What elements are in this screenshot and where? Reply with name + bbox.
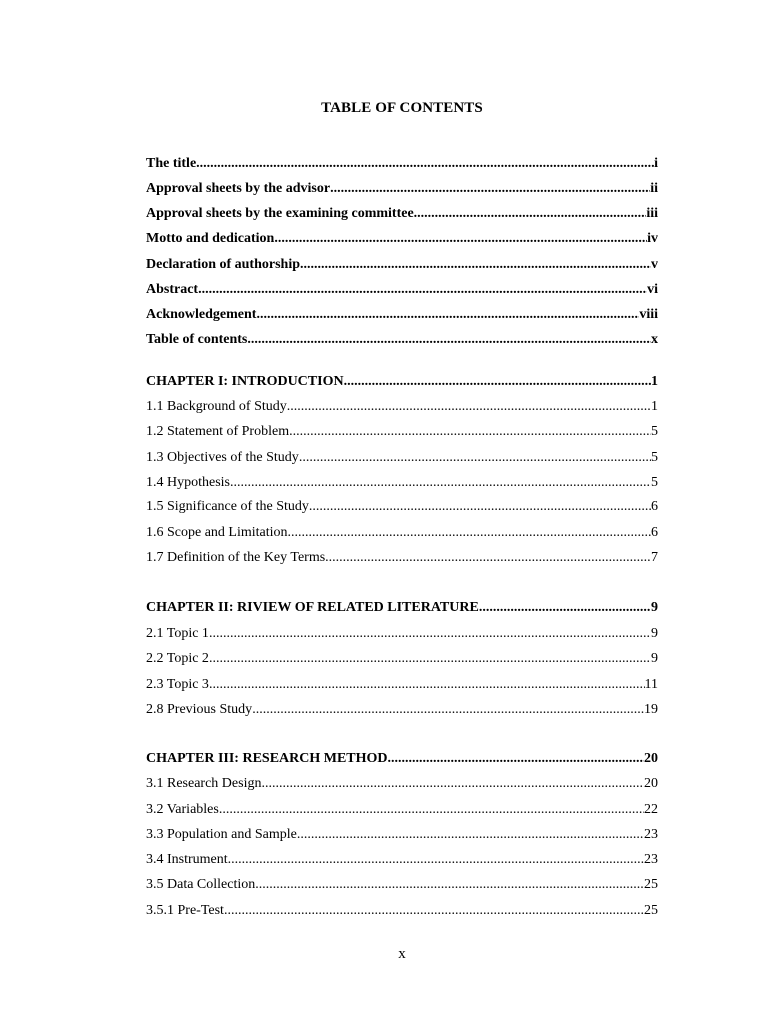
toc-front-matter-entry — [146, 280, 658, 300]
toc-entry-label: CHAPTER I: INTRODUCTION — [146, 374, 344, 389]
toc-entry-label: 1.5 Significance of the Study — [146, 499, 309, 514]
toc-entry-label: 1.4 Hypothesis — [146, 475, 230, 490]
toc-entry-label: Approval sheets by the examining committee — [146, 206, 414, 221]
toc-entry-page-number: 9 — [651, 626, 658, 641]
toc-entry-page-number: 19 — [644, 702, 658, 717]
toc-entry-page-number: 20 — [644, 776, 658, 791]
toc-entry-label: 1.2 Statement of Problem — [146, 424, 290, 439]
toc-chapter-heading — [146, 372, 658, 392]
toc-entry-label: The title — [146, 156, 197, 171]
toc-entry-label: Table of contents — [146, 332, 248, 347]
dot-leader — [344, 372, 651, 392]
dot-leader — [309, 497, 651, 517]
toc-entry-label: 3.5.1 Pre-Test — [146, 903, 224, 918]
toc-entry-label: 1.3 Objectives of the Study — [146, 450, 299, 465]
toc-entry-page-number: 5 — [651, 424, 658, 439]
dot-leader — [252, 700, 644, 720]
toc-section-entry — [146, 473, 658, 493]
toc-front-matter-entry — [146, 179, 658, 199]
toc-entry-page-number: 23 — [644, 827, 658, 842]
toc-entry-label: 2.3 Topic 3 — [146, 677, 209, 692]
toc-section-entry — [146, 700, 658, 720]
toc-entry-label: 1.1 Background of Study — [146, 399, 287, 414]
toc-entry-label: 3.3 Population and Sample — [146, 827, 297, 842]
footer-page-number: x — [398, 946, 406, 962]
toc-entry-page-number: 6 — [651, 499, 658, 514]
toc-section-entry — [146, 901, 658, 921]
dot-leader — [297, 825, 644, 845]
dot-leader — [256, 305, 639, 325]
toc-entry-page-number: 20 — [644, 751, 658, 766]
toc-entry-label: 3.2 Variables — [146, 802, 219, 817]
toc-entry-label: Approval sheets by the advisor — [146, 181, 331, 196]
toc-section-entry — [146, 825, 658, 845]
toc-entry-page-number: i — [654, 156, 658, 171]
dot-leader — [247, 330, 651, 350]
dot-leader — [325, 548, 651, 568]
toc-front-matter-entry — [146, 330, 658, 350]
toc-section-entry — [146, 800, 658, 820]
toc-entry-page-number: 6 — [651, 525, 658, 540]
toc-entry-label: Acknowledgement — [146, 307, 257, 322]
toc-section-entry — [146, 548, 658, 568]
toc-section-entry — [146, 649, 658, 669]
toc-entry-label: 3.4 Instrument — [146, 852, 228, 867]
toc-chapter-heading — [146, 598, 658, 618]
toc-entry-label: Declaration of authorship — [146, 257, 300, 272]
dot-leader — [228, 850, 644, 870]
toc-section-entry — [146, 497, 658, 517]
dot-leader — [219, 800, 644, 820]
dot-leader — [388, 749, 644, 769]
toc-section-entry — [146, 448, 658, 468]
toc-front-matter-entry — [146, 305, 658, 325]
toc-entry-page-number: 1 — [651, 399, 658, 414]
dot-leader — [209, 675, 645, 695]
toc-entry-page-number: 25 — [644, 877, 658, 892]
toc-entry-label: CHAPTER II: RIVIEW OF RELATED LITERATURE — [146, 600, 479, 615]
toc-entry-label: Motto and dedication — [146, 231, 275, 246]
toc-entry-page-number: 7 — [651, 550, 658, 565]
toc-entry-page-number: 11 — [644, 677, 658, 692]
toc-entry-page-number: iv — [647, 231, 658, 246]
toc-entry-label: 2.2 Topic 2 — [146, 651, 209, 666]
dot-leader — [196, 154, 654, 174]
toc-entry-page-number: v — [651, 257, 658, 272]
dot-leader — [479, 598, 651, 618]
toc-section-entry — [146, 675, 658, 695]
toc-entry-page-number: iii — [646, 206, 658, 221]
toc-entry-page-number: viii — [639, 307, 658, 322]
toc-section-entry — [146, 523, 658, 543]
dot-leader — [274, 229, 647, 249]
toc-entry-page-number: 25 — [644, 903, 658, 918]
page-title: TABLE OF CONTENTS — [321, 100, 483, 116]
toc-front-matter-entry — [146, 154, 658, 174]
toc-entry-label: 1.7 Definition of the Key Terms — [146, 550, 326, 565]
toc-entry-page-number: 5 — [651, 450, 658, 465]
toc-entry-page-number: 1 — [651, 374, 658, 389]
dot-leader — [198, 280, 647, 300]
dot-leader — [414, 204, 647, 224]
dot-leader — [255, 875, 644, 895]
toc-entry-label: 3.5 Data Collection — [146, 877, 256, 892]
toc-front-matter-entry — [146, 204, 658, 224]
toc-chapter-heading — [146, 749, 658, 769]
dot-leader — [224, 901, 644, 921]
toc-entry-page-number: 22 — [644, 802, 658, 817]
toc-front-matter-entry — [146, 255, 658, 275]
toc-entry-page-number: x — [651, 332, 658, 347]
dot-leader — [209, 624, 651, 644]
toc-entry-page-number: 23 — [644, 852, 658, 867]
toc-entry-page-number: 9 — [651, 651, 658, 666]
dot-leader — [330, 179, 650, 199]
toc-entry-page-number: 9 — [651, 600, 658, 615]
toc-entry-label: 3.1 Research Design — [146, 776, 262, 791]
dot-leader — [300, 255, 651, 275]
toc-front-matter-entry — [146, 229, 658, 249]
toc-entry-page-number: vi — [647, 282, 658, 297]
toc-entry-label: 2.1 Topic 1 — [146, 626, 209, 641]
toc-section-entry — [146, 850, 658, 870]
toc-section-entry — [146, 774, 658, 794]
dot-leader — [288, 523, 651, 543]
toc-section-entry — [146, 422, 658, 442]
toc-entry-page-number: 5 — [651, 475, 658, 490]
dot-leader — [287, 397, 651, 417]
dot-leader — [299, 448, 651, 468]
toc-entry-label: CHAPTER III: RESEARCH METHOD — [146, 751, 388, 766]
toc-section-entry — [146, 397, 658, 417]
toc-entry-label: 1.6 Scope and Limitation — [146, 525, 288, 540]
toc-entry-label: 2.8 Previous Study — [146, 702, 253, 717]
toc-section-entry — [146, 624, 658, 644]
toc-entry-page-number: ii — [650, 181, 658, 196]
dot-leader — [289, 422, 651, 442]
dot-leader — [261, 774, 644, 794]
toc-section-entry — [146, 875, 658, 895]
dot-leader — [230, 473, 651, 493]
dot-leader — [209, 649, 651, 669]
toc-entry-label: Abstract — [146, 282, 199, 297]
